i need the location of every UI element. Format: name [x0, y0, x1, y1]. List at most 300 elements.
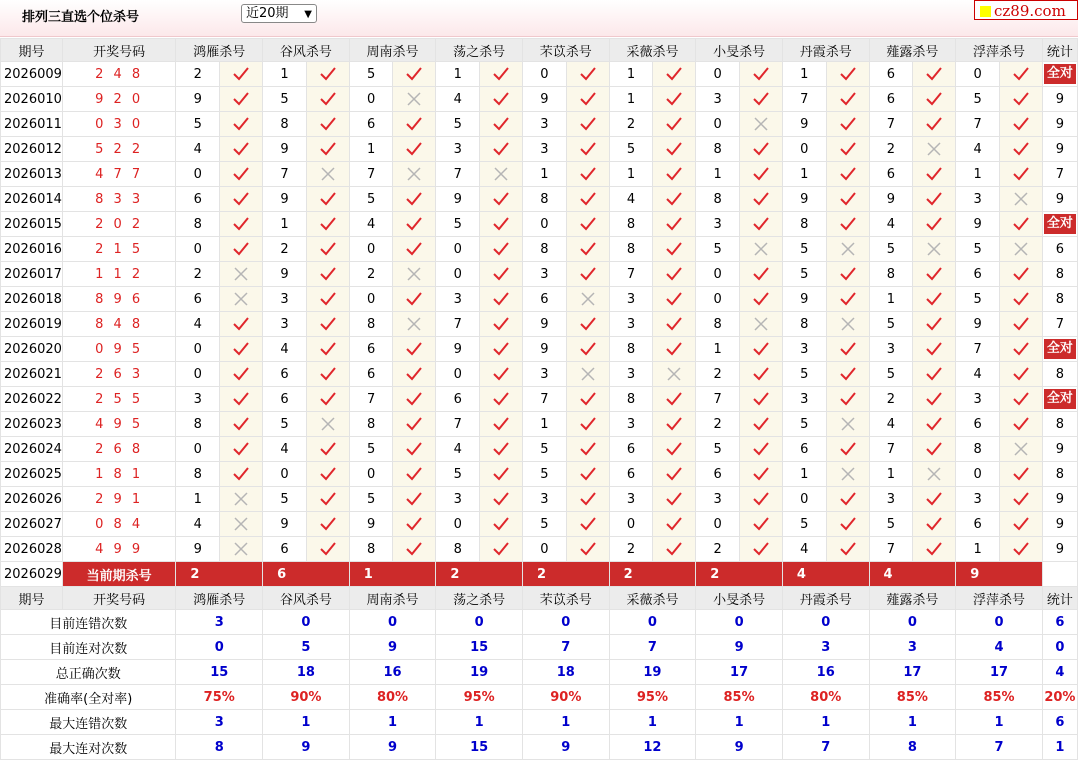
check-icon	[318, 240, 338, 258]
kill-number-cell: 5	[782, 237, 826, 262]
stats-total: 6	[1042, 610, 1077, 635]
check-icon	[491, 190, 511, 208]
kill-number-cell: 0	[176, 437, 220, 462]
kill-number-cell: 5	[436, 212, 480, 237]
result-cell	[999, 362, 1042, 387]
kill-number-cell: 5	[869, 312, 913, 337]
current-period-cell: 2026029	[1, 562, 63, 587]
stat-cell: 8	[1042, 362, 1077, 387]
check-icon	[924, 165, 944, 183]
kill-number-cell: 3	[176, 387, 220, 412]
header-expert: 鸿雁杀号	[176, 587, 263, 610]
check-icon	[491, 515, 511, 533]
kill-number-cell: 6	[956, 262, 1000, 287]
result-cell	[566, 437, 609, 462]
result-cell	[826, 62, 869, 87]
result-cell	[393, 187, 436, 212]
kill-number-cell: 8	[696, 187, 740, 212]
check-icon	[318, 440, 338, 458]
result-cell	[826, 462, 869, 487]
kill-number-cell: 2	[696, 362, 740, 387]
result-cell	[653, 462, 696, 487]
result-cell	[740, 437, 783, 462]
result-cell	[999, 462, 1042, 487]
stats-row	[1, 735, 1078, 760]
check-icon	[491, 390, 511, 408]
result-cell	[306, 487, 349, 512]
result-cell	[393, 437, 436, 462]
check-icon	[751, 340, 771, 358]
check-icon	[578, 115, 598, 133]
check-icon	[578, 490, 598, 508]
check-icon	[924, 290, 944, 308]
result-cell	[220, 112, 263, 137]
kill-number-cell: 1	[869, 462, 913, 487]
result-cell	[306, 162, 349, 187]
result-cell	[306, 512, 349, 537]
kill-number-cell: 4	[436, 87, 480, 112]
check-icon	[751, 265, 771, 283]
period-cell: 2026018	[1, 287, 63, 312]
kill-number-cell: 3	[522, 362, 566, 387]
period-cell: 2026015	[1, 212, 63, 237]
result-cell	[826, 437, 869, 462]
result-cell	[393, 212, 436, 237]
check-icon	[231, 465, 251, 483]
check-icon	[491, 115, 511, 133]
result-cell	[826, 512, 869, 537]
result-cell	[740, 312, 783, 337]
kill-number-cell: 9	[263, 262, 307, 287]
result-cell	[913, 312, 956, 337]
result-cell	[653, 212, 696, 237]
result-cell	[999, 437, 1042, 462]
kill-number-cell: 0	[176, 162, 220, 187]
check-icon	[924, 390, 944, 408]
result-cell	[740, 462, 783, 487]
check-icon	[404, 340, 424, 358]
kill-number-cell: 3	[522, 487, 566, 512]
check-icon	[491, 490, 511, 508]
stat-cell: 8	[1042, 287, 1077, 312]
kill-number-cell: 8	[522, 237, 566, 262]
kill-number-cell: 3	[263, 312, 307, 337]
period-cell: 2026012	[1, 137, 63, 162]
draw-number-cell: 2 4 8	[62, 62, 176, 87]
kill-number-cell: 5	[263, 487, 307, 512]
kill-number-cell: 9	[522, 312, 566, 337]
result-cell	[566, 87, 609, 112]
result-cell	[393, 412, 436, 437]
kill-number-cell: 9	[176, 87, 220, 112]
cross-icon	[838, 240, 858, 258]
kill-number-cell: 6	[869, 87, 913, 112]
table-row	[1, 412, 1078, 437]
stats-row	[1, 685, 1078, 710]
header-expert: 荡之杀号	[436, 587, 523, 610]
cross-icon	[404, 265, 424, 283]
result-cell	[480, 362, 523, 387]
draw-number-cell: 4 7 7	[62, 162, 176, 187]
result-cell	[306, 462, 349, 487]
check-icon	[231, 140, 251, 158]
check-icon	[318, 340, 338, 358]
result-cell	[913, 187, 956, 212]
header-expert: 小旻杀号	[696, 39, 783, 62]
table-row	[1, 487, 1078, 512]
result-cell	[999, 312, 1042, 337]
kill-number-cell: 1	[522, 162, 566, 187]
header-period: 期号	[1, 587, 63, 610]
result-cell	[740, 512, 783, 537]
result-cell	[393, 137, 436, 162]
kill-number-cell: 1	[696, 337, 740, 362]
kill-number-cell: 1	[956, 162, 1000, 187]
stats-value: 9	[349, 735, 436, 760]
check-icon	[838, 290, 858, 308]
check-icon	[578, 465, 598, 483]
kill-number-cell: 3	[609, 487, 653, 512]
check-icon	[751, 190, 771, 208]
cross-icon	[1011, 190, 1031, 208]
result-cell	[740, 362, 783, 387]
cross-icon	[838, 465, 858, 483]
header-expert: 丹霞杀号	[782, 587, 869, 610]
cross-icon	[924, 240, 944, 258]
kill-number-cell: 3	[609, 287, 653, 312]
stats-total: 4	[1042, 660, 1077, 685]
draw-number-cell: 9 2 0	[62, 87, 176, 112]
kill-number-cell: 0	[436, 262, 480, 287]
result-cell	[566, 112, 609, 137]
result-cell	[826, 162, 869, 187]
current-kill-number: 4	[869, 562, 956, 587]
result-cell	[653, 87, 696, 112]
check-icon	[578, 440, 598, 458]
check-icon	[838, 115, 858, 133]
check-icon	[664, 415, 684, 433]
stats-value: 1	[609, 710, 696, 735]
result-cell	[740, 262, 783, 287]
kill-number-cell: 5	[263, 87, 307, 112]
result-cell	[913, 262, 956, 287]
kill-number-cell: 3	[436, 137, 480, 162]
stats-value: 3	[869, 635, 956, 660]
cross-icon	[751, 240, 771, 258]
cross-icon	[318, 415, 338, 433]
check-icon	[838, 165, 858, 183]
kill-number-cell: 5	[522, 437, 566, 462]
result-cell	[740, 162, 783, 187]
kill-number-cell: 0	[349, 462, 393, 487]
kill-number-cell: 1	[609, 162, 653, 187]
result-cell	[653, 162, 696, 187]
check-icon	[318, 515, 338, 533]
result-cell	[999, 62, 1042, 87]
check-icon	[404, 415, 424, 433]
top-bar	[0, 0, 1078, 37]
result-cell	[306, 362, 349, 387]
kill-number-cell: 0	[349, 87, 393, 112]
stats-total: 0	[1042, 635, 1077, 660]
header-expert: 丹霞杀号	[782, 39, 869, 62]
stat-cell	[1042, 62, 1077, 87]
draw-number-cell: 0 8 4	[62, 512, 176, 537]
result-cell	[393, 262, 436, 287]
stats-value: 75%	[176, 685, 263, 710]
check-icon	[1011, 265, 1031, 283]
draw-number-cell: 4 9 5	[62, 412, 176, 437]
kill-number-cell: 6	[436, 387, 480, 412]
stats-value: 9	[263, 735, 350, 760]
result-cell	[999, 412, 1042, 437]
result-cell	[306, 62, 349, 87]
header-row	[1, 587, 1078, 610]
check-icon	[838, 90, 858, 108]
kill-number-cell: 1	[522, 412, 566, 437]
cross-icon	[318, 165, 338, 183]
cross-icon	[751, 115, 771, 133]
result-cell	[913, 537, 956, 562]
kill-number-cell: 5	[349, 62, 393, 87]
check-icon	[318, 190, 338, 208]
kill-number-cell: 4	[436, 437, 480, 462]
check-icon	[404, 365, 424, 383]
check-icon	[491, 440, 511, 458]
site-logo[interactable]	[974, 0, 1078, 20]
result-cell	[393, 387, 436, 412]
check-icon	[838, 340, 858, 358]
check-icon	[491, 240, 511, 258]
stats-value: 85%	[869, 685, 956, 710]
stats-value: 9	[696, 635, 783, 660]
current-kill-number: 2	[436, 562, 523, 587]
table-row	[1, 337, 1078, 362]
result-cell	[653, 362, 696, 387]
stat-cell	[1042, 212, 1077, 237]
check-icon	[578, 340, 598, 358]
check-icon	[924, 515, 944, 533]
check-icon	[1011, 315, 1031, 333]
result-cell	[306, 437, 349, 462]
header-expert: 谷风杀号	[263, 587, 350, 610]
cross-icon	[231, 540, 251, 558]
check-icon	[751, 215, 771, 233]
header-row	[1, 39, 1078, 62]
check-icon	[231, 415, 251, 433]
result-cell	[220, 287, 263, 312]
kill-number-cell: 3	[782, 337, 826, 362]
kill-number-cell: 6	[349, 362, 393, 387]
result-cell	[740, 537, 783, 562]
all-correct-badge: 全对	[1044, 389, 1076, 409]
result-cell	[740, 187, 783, 212]
check-icon	[491, 140, 511, 158]
kill-number-cell: 9	[782, 287, 826, 312]
result-cell	[653, 537, 696, 562]
draw-number-cell: 2 6 8	[62, 437, 176, 462]
period-cell: 2026025	[1, 462, 63, 487]
result-cell	[393, 62, 436, 87]
cross-icon	[231, 290, 251, 308]
kill-number-cell: 1	[263, 62, 307, 87]
result-cell	[220, 512, 263, 537]
period-cell: 2026010	[1, 87, 63, 112]
kill-number-cell: 1	[869, 287, 913, 312]
check-icon	[231, 240, 251, 258]
check-icon	[578, 190, 598, 208]
kill-number-cell: 5	[349, 437, 393, 462]
stats-value: 15	[436, 635, 523, 660]
result-cell	[306, 337, 349, 362]
kill-number-cell: 0	[176, 337, 220, 362]
kill-number-cell: 0	[349, 287, 393, 312]
stats-value: 4	[956, 635, 1043, 660]
check-icon	[491, 540, 511, 558]
stat-cell	[1042, 337, 1077, 362]
result-cell	[740, 287, 783, 312]
period-cell: 2026014	[1, 187, 63, 212]
stats-value: 17	[956, 660, 1043, 685]
result-cell	[653, 312, 696, 337]
check-icon	[578, 540, 598, 558]
stats-value: 1	[869, 710, 956, 735]
check-icon	[664, 90, 684, 108]
kill-number-cell: 5	[782, 512, 826, 537]
check-icon	[404, 190, 424, 208]
check-icon	[751, 490, 771, 508]
kill-number-cell: 5	[956, 87, 1000, 112]
stats-row	[1, 635, 1078, 660]
cross-icon	[578, 365, 598, 383]
stats-value: 7	[782, 735, 869, 760]
stat-cell: 7	[1042, 312, 1077, 337]
check-icon	[751, 65, 771, 83]
check-icon	[578, 415, 598, 433]
check-icon	[1011, 540, 1031, 558]
check-icon	[664, 440, 684, 458]
kill-number-cell: 9	[869, 187, 913, 212]
kill-number-cell: 0	[176, 237, 220, 262]
kill-number-cell: 9	[782, 187, 826, 212]
stat-cell: 9	[1042, 112, 1077, 137]
check-icon	[578, 215, 598, 233]
kill-number-cell: 8	[176, 462, 220, 487]
check-icon	[751, 140, 771, 158]
draw-number-cell: 2 9 1	[62, 487, 176, 512]
header-expert: 荡之杀号	[436, 39, 523, 62]
stats-value: 8	[176, 735, 263, 760]
kill-number-cell: 1	[782, 462, 826, 487]
kill-number-cell: 3	[696, 212, 740, 237]
result-cell	[480, 287, 523, 312]
check-icon	[1011, 365, 1031, 383]
result-cell	[220, 387, 263, 412]
kill-number-cell: 2	[176, 262, 220, 287]
result-cell	[220, 337, 263, 362]
check-icon	[404, 65, 424, 83]
result-cell	[306, 187, 349, 212]
header-stat: 统计	[1042, 39, 1077, 62]
result-cell	[306, 237, 349, 262]
kill-number-cell: 3	[522, 262, 566, 287]
stats-total: 1	[1042, 735, 1077, 760]
result-cell	[480, 312, 523, 337]
result-cell	[999, 337, 1042, 362]
kill-number-cell: 3	[522, 137, 566, 162]
check-icon	[751, 290, 771, 308]
check-icon	[924, 340, 944, 358]
kill-number-cell: 9	[956, 212, 1000, 237]
kill-number-cell: 0	[522, 212, 566, 237]
kill-number-cell: 5	[869, 362, 913, 387]
table-row	[1, 237, 1078, 262]
result-cell	[999, 162, 1042, 187]
cross-icon	[924, 465, 944, 483]
result-cell	[999, 137, 1042, 162]
check-icon	[231, 65, 251, 83]
result-cell	[999, 112, 1042, 137]
result-cell	[393, 362, 436, 387]
header-expert: 芣苡杀号	[522, 39, 609, 62]
check-icon	[491, 315, 511, 333]
result-cell	[653, 287, 696, 312]
kill-number-cell: 0	[436, 512, 480, 537]
kill-number-cell: 7	[436, 162, 480, 187]
check-icon	[231, 115, 251, 133]
check-icon	[1011, 340, 1031, 358]
stats-value: 7	[522, 635, 609, 660]
check-icon	[231, 315, 251, 333]
stats-value: 9	[696, 735, 783, 760]
kill-number-cell: 8	[609, 212, 653, 237]
current-kill-number: 6	[263, 562, 350, 587]
result-cell	[653, 487, 696, 512]
result-cell	[566, 362, 609, 387]
result-cell	[740, 137, 783, 162]
stats-value: 1	[349, 710, 436, 735]
result-cell	[826, 262, 869, 287]
check-icon	[838, 390, 858, 408]
period-range-select[interactable]	[241, 4, 317, 23]
kill-number-cell: 4	[869, 212, 913, 237]
result-cell	[566, 137, 609, 162]
check-icon	[318, 465, 338, 483]
kill-number-cell: 6	[176, 287, 220, 312]
result-cell	[480, 412, 523, 437]
stats-value: 0	[609, 610, 696, 635]
check-icon	[318, 140, 338, 158]
period-cell: 2026026	[1, 487, 63, 512]
header-period: 期号	[1, 39, 63, 62]
stat-cell: 8	[1042, 462, 1077, 487]
period-cell: 2026009	[1, 62, 63, 87]
kill-number-cell: 0	[696, 287, 740, 312]
result-cell	[913, 412, 956, 437]
kill-number-cell: 1	[176, 487, 220, 512]
header-expert: 周南杀号	[349, 587, 436, 610]
cross-icon	[664, 365, 684, 383]
result-cell	[480, 262, 523, 287]
current-kill-number: 9	[956, 562, 1043, 587]
stats-value: 15	[436, 735, 523, 760]
stat-cell: 9	[1042, 537, 1077, 562]
check-icon	[924, 65, 944, 83]
kill-number-cell: 5	[522, 512, 566, 537]
period-cell: 2026013	[1, 162, 63, 187]
header-expert: 周南杀号	[349, 39, 436, 62]
result-cell	[999, 87, 1042, 112]
